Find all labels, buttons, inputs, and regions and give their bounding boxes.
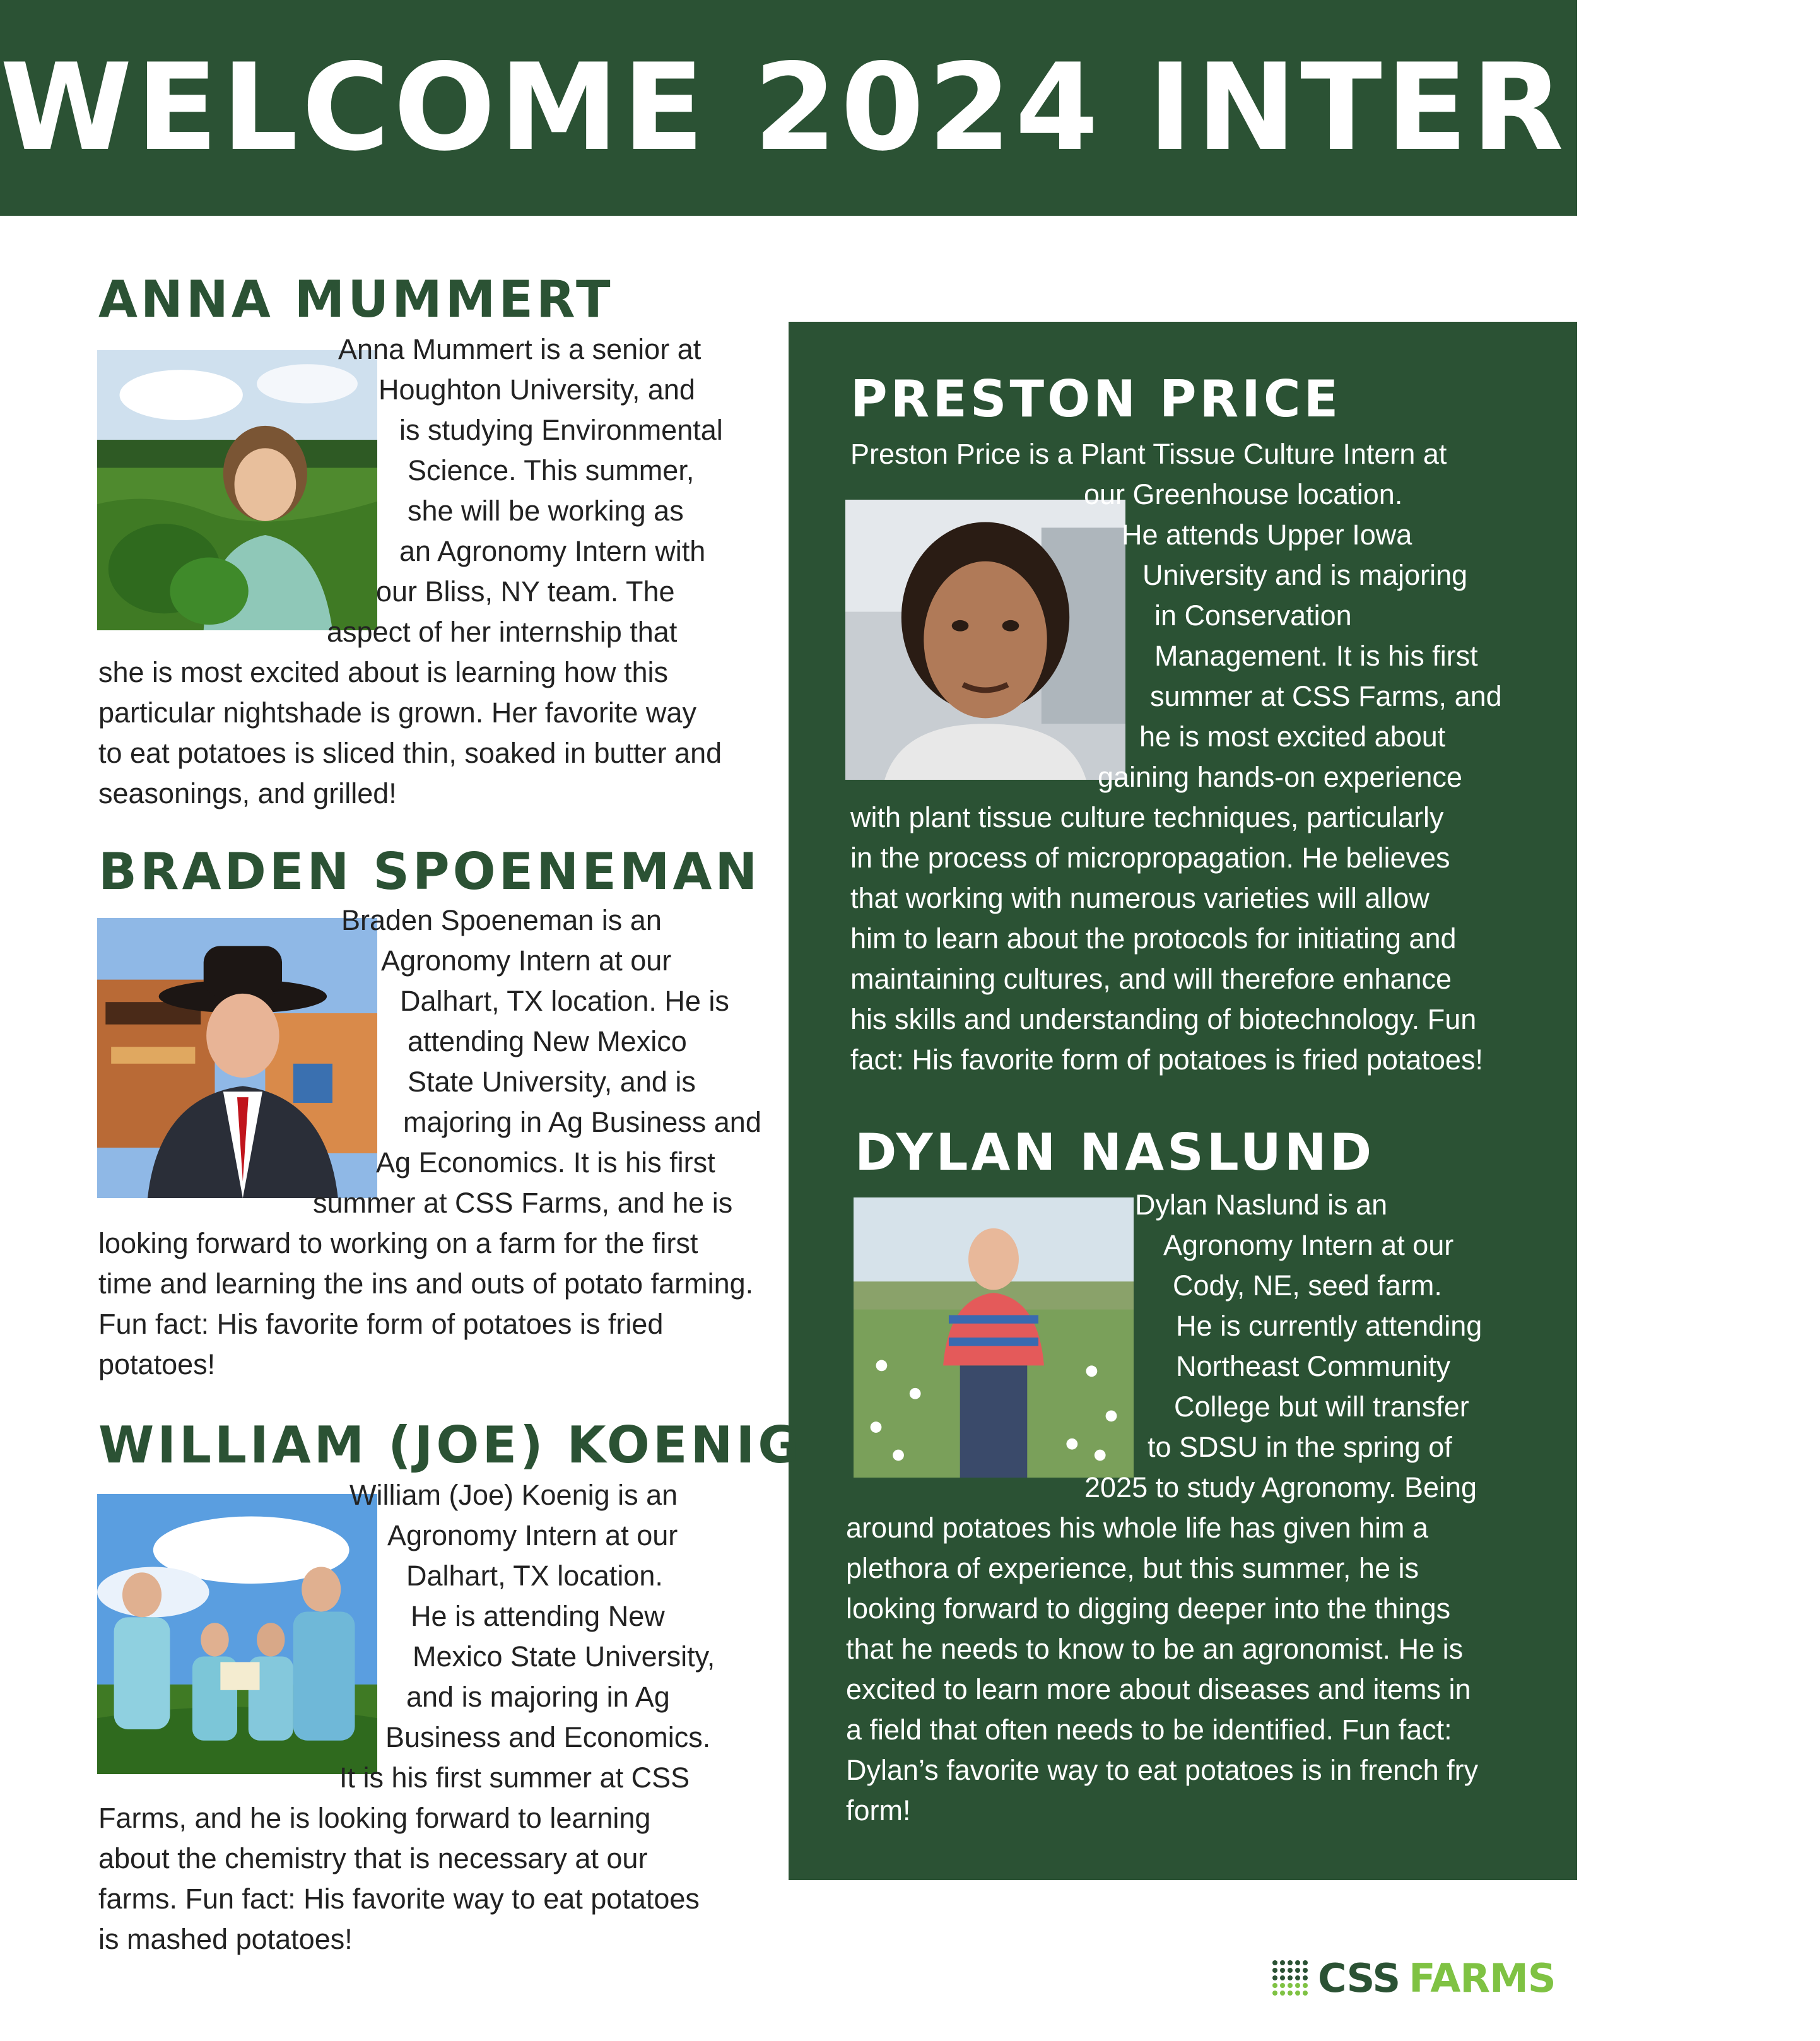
- bio-line: gaining hands-on experience: [1098, 761, 1462, 793]
- bio-line: Business and Economics.: [385, 1721, 711, 1753]
- bio-line: majoring in Ag Business and: [403, 1106, 761, 1138]
- bio-line: fact: His favorite form of potatoes is fried potatoes!: [850, 1044, 1483, 1076]
- bio-line: Northeast Community: [1176, 1350, 1451, 1382]
- bio-line: an Agronomy Intern with: [399, 535, 706, 567]
- bio-line: Dylan’s favorite way to eat potatoes is in french fry: [846, 1754, 1479, 1786]
- bio-line: is studying Environmental: [399, 414, 723, 446]
- bio-line: Agronomy Intern at our: [381, 944, 672, 977]
- bio-line: to SDSU in the spring of: [1148, 1431, 1452, 1463]
- bio-line: maintaining cultures, and will therefore enhance: [850, 963, 1452, 995]
- intern-name: BRADEN SPOENEMAN: [98, 842, 761, 901]
- bio-line: in the process of micropropagation. He believes: [850, 842, 1450, 874]
- bio-line: particular nightshade is grown. Her favorite way: [98, 697, 696, 729]
- bio-line: Science. This summer,: [408, 454, 695, 486]
- intern-name: DYLAN NASLUND: [855, 1123, 1375, 1182]
- bio-line: Fun fact: His favorite form of potatoes is fried: [98, 1308, 664, 1340]
- bio-line: Agronomy Intern at our: [1163, 1229, 1454, 1261]
- bio-line: Management. It is his first: [1154, 640, 1478, 672]
- bio-line: William (Joe) Koenig is an: [349, 1479, 678, 1511]
- bio-line: Mexico State University,: [413, 1640, 715, 1673]
- intern-bio: [98, 1475, 780, 1960]
- bio-line: He attends Upper Iowa: [1122, 519, 1412, 551]
- intern-bio: [846, 1185, 1553, 1831]
- bio-line: summer at CSS Farms, and: [1150, 680, 1502, 712]
- bio-line: form!: [846, 1794, 911, 1826]
- bio-line: Ag Economics. It is his first: [376, 1146, 715, 1179]
- intern-bio: [850, 434, 1551, 1080]
- intern-bio: [98, 900, 780, 1385]
- bio-line: Farms, and he is looking forward to learning: [98, 1802, 651, 1834]
- bio-line: He is currently attending: [1176, 1310, 1482, 1342]
- bio-line: a field that often needs to be identified. Fun fact:: [846, 1714, 1452, 1746]
- bio-line: University and is majoring: [1142, 559, 1468, 591]
- bio-line: seasonings, and grilled!: [98, 777, 397, 809]
- bio-line: State University, and is: [408, 1066, 696, 1098]
- intern-name: PRESTON PRICE: [850, 370, 1342, 428]
- bio-line: Houghton University, and: [379, 373, 695, 406]
- page-title: WELCOME 2024 INTERNS!: [0, 38, 1820, 177]
- bio-line: time and learning the ins and outs of potato farming.: [98, 1268, 754, 1300]
- bio-line: He is attending New: [411, 1600, 665, 1632]
- logo-text-css: CSS: [1318, 1955, 1400, 2001]
- intern-bio: [98, 329, 767, 814]
- bio-line: summer at CSS Farms, and he is: [313, 1187, 733, 1219]
- bio-line: around potatoes his whole life has given him a: [846, 1512, 1429, 1544]
- bio-line: looking forward to digging deeper into the things: [846, 1592, 1451, 1625]
- bio-line: Dylan Naslund is an: [1135, 1189, 1388, 1221]
- bio-line: she will be working as: [408, 495, 684, 527]
- bio-line: College but will transfer: [1174, 1391, 1469, 1423]
- bio-line: Cody, NE, seed farm.: [1173, 1269, 1442, 1302]
- bio-line: him to learn about the protocols for initiating and: [850, 922, 1457, 955]
- bio-line: is mashed potatoes!: [98, 1923, 353, 1955]
- bio-line: our Bliss, NY team. The: [376, 575, 675, 608]
- bio-line: looking forward to working on a farm for the first: [98, 1227, 698, 1259]
- css-farms-logo: [1271, 1956, 1556, 2000]
- bio-line: Dalhart, TX location.: [406, 1560, 663, 1592]
- bio-line: about the chemistry that is necessary at our: [98, 1842, 648, 1874]
- bio-line: 2025 to study Agronomy. Being: [1084, 1471, 1477, 1503]
- intern-name: ANNA MUMMERT: [98, 270, 614, 329]
- bio-line: our Greenhouse location.: [1084, 478, 1403, 510]
- intern-name: WILLIAM (JOE) KOENIG: [98, 1416, 802, 1474]
- bio-line: Braden Spoeneman is an: [341, 904, 662, 936]
- bio-line: to eat potatoes is sliced thin, soaked in butter and: [98, 737, 722, 769]
- bio-line: Dalhart, TX location. He is: [400, 985, 729, 1017]
- bio-line: in Conservation: [1154, 599, 1352, 632]
- bio-line: Preston Price is a Plant Tissue Culture Intern at: [850, 438, 1447, 470]
- bio-line: It is his first summer at CSS: [339, 1762, 690, 1794]
- bio-line: plethora of experience, but this summer, he is: [846, 1552, 1419, 1584]
- bio-line: his skills and understanding of biotechnology. Fun: [850, 1003, 1477, 1035]
- bio-line: farms. Fun fact: His favorite way to eat potatoes: [98, 1883, 700, 1915]
- bio-line: she is most excited about is learning how this: [98, 656, 668, 688]
- bio-line: aspect of her internship that: [327, 616, 678, 648]
- bio-line: and is majoring in Ag: [406, 1681, 670, 1713]
- bio-line: that working with numerous varieties will allow: [850, 882, 1430, 914]
- bio-line: excited to learn more about diseases and items in: [846, 1673, 1471, 1705]
- bio-line: with plant tissue culture techniques, particularly: [850, 801, 1444, 833]
- bio-line: attending New Mexico: [408, 1025, 687, 1057]
- header-banner: [0, 0, 1820, 216]
- logo-text-farms: FARMS: [1409, 1955, 1556, 2001]
- bio-line: that he needs to know to be an agronomist. He is: [846, 1633, 1464, 1665]
- bio-line: potatoes!: [98, 1348, 216, 1380]
- css-farms-dot-grid-icon: [1271, 1959, 1309, 1997]
- bio-line: Anna Mummert is a senior at: [338, 333, 702, 365]
- bio-line: he is most excited about: [1139, 721, 1446, 753]
- bio-line: Agronomy Intern at our: [387, 1519, 678, 1551]
